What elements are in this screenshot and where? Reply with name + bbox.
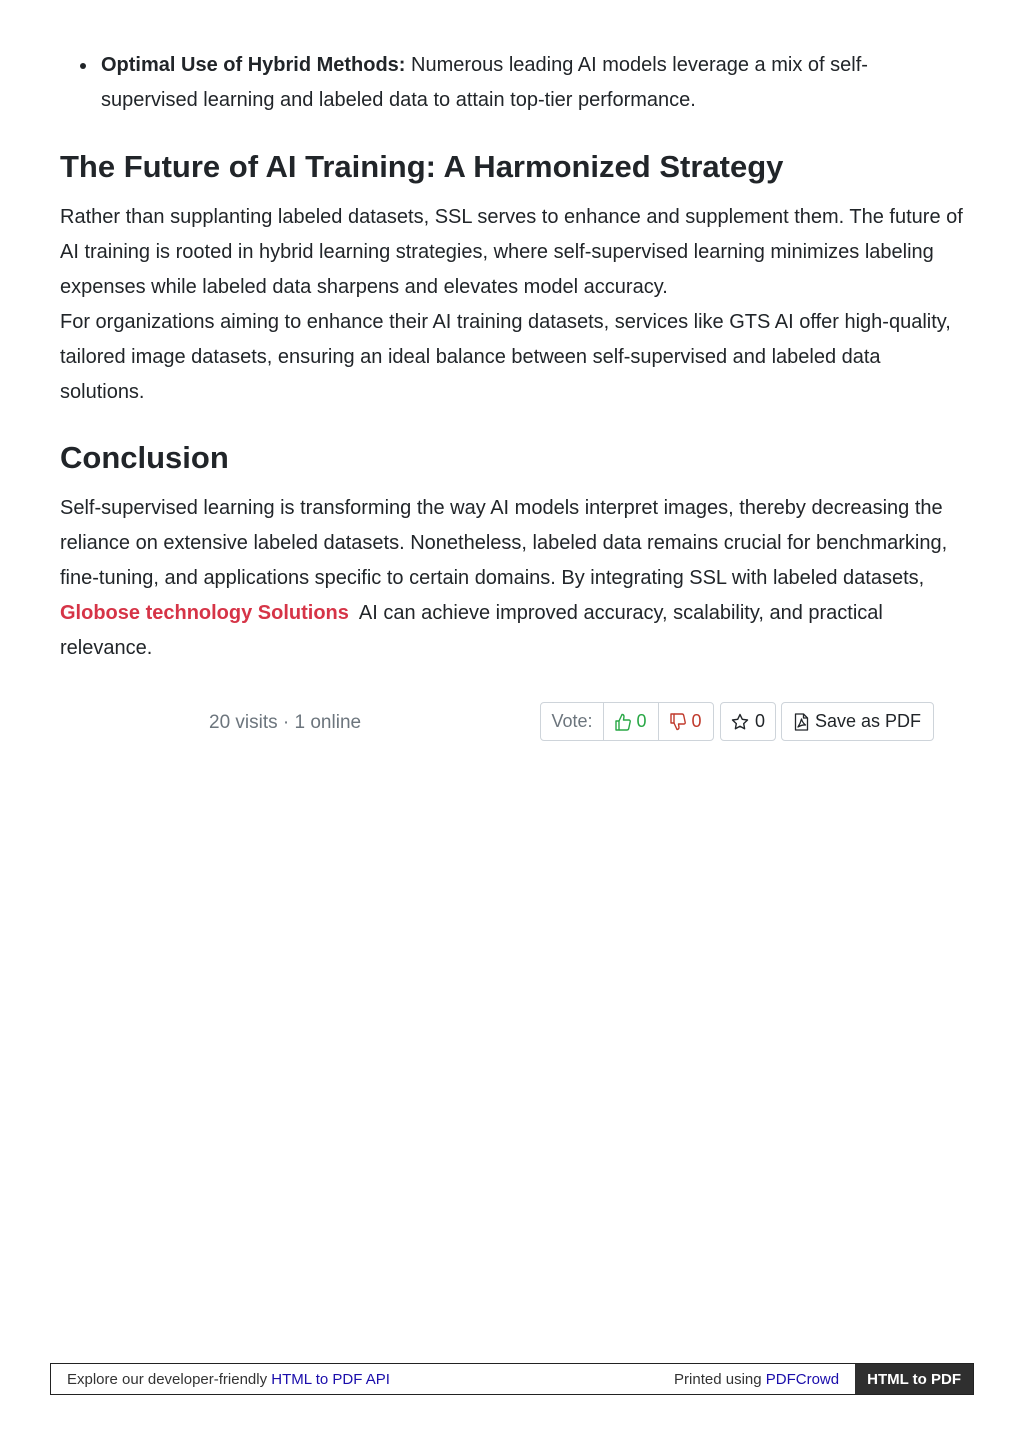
thumbs-down-icon [670, 713, 686, 731]
html-to-pdf-button[interactable]: HTML to PDF [855, 1364, 973, 1394]
future-paragraph-1: Rather than supplanting labeled datasets, SSL serves to enhance and supplement them. The future of AI training is rooted in hybrid learning strategies, where self-supervised learning minimizes labeling expenses while labeled data sharpens and elevates model accuracy. [60, 206, 963, 298]
section-heading-conclusion: Conclusion [60, 440, 229, 475]
bullet-text: Numerous leading AI models leverage a mix of self-supervised learning and labeled data to attain top-tier performance. [101, 54, 868, 111]
html-to-pdf-api-link[interactable]: HTML to PDF API [271, 1370, 390, 1388]
footer-explore-text: Explore our developer-friendly [67, 1370, 272, 1388]
vote-group [540, 702, 714, 741]
bullet-list [60, 48, 964, 118]
bullet-dot [80, 63, 86, 69]
upvote-button[interactable] [603, 703, 658, 740]
visit-stats: 20 visits · 1 online [209, 712, 362, 733]
conclusion-text-before: Self-supervised learning is transforming the way AI models interpret images, thereby decreasing the reliance on extensive labeled datasets. Nonetheless, labeled data remains crucial for benchmarking, fine-tuning, and applications specific to certain domains. By integrating SSL with labeled datasets, [60, 497, 948, 589]
save-as-pdf-label: Save as PDF [814, 711, 922, 731]
upvote-count: 0 [636, 711, 647, 731]
list-item [60, 48, 964, 118]
globose-link[interactable]: Globose technology Solutions [60, 602, 349, 624]
bullet-title: Optimal Use of Hybrid Methods: [101, 54, 406, 76]
section-heading-future: The Future of AI Training: A Harmonized Strategy [60, 149, 784, 184]
pdf-file-icon [794, 713, 809, 731]
footer-printed-text: Printed using [674, 1370, 766, 1388]
pdfcrowd-link[interactable]: PDFCrowd [765, 1370, 840, 1388]
conclusion-text-after: AI can achieve improved accuracy, scalability, and practical relevance. [60, 602, 889, 659]
thumbs-up-icon [615, 713, 631, 731]
future-paragraph-2: For organizations aiming to enhance their AI training datasets, services like GTS AI offer high-quality, tailored image datasets, ensuring an ideal balance between self-supervised and labeled data solutions. [60, 311, 951, 403]
downvote-button[interactable] [658, 703, 713, 740]
downvote-count: 0 [691, 711, 702, 731]
footer-explore [51, 1371, 674, 1388]
star-icon [731, 713, 749, 731]
star-button[interactable] [720, 702, 776, 741]
footer-printed [674, 1371, 855, 1388]
star-count: 0 [754, 711, 765, 731]
vote-label: Vote: [551, 711, 593, 731]
save-as-pdf-button[interactable] [781, 702, 934, 741]
pdfcrowd-footer [50, 1363, 974, 1395]
conclusion-paragraph [60, 491, 964, 666]
